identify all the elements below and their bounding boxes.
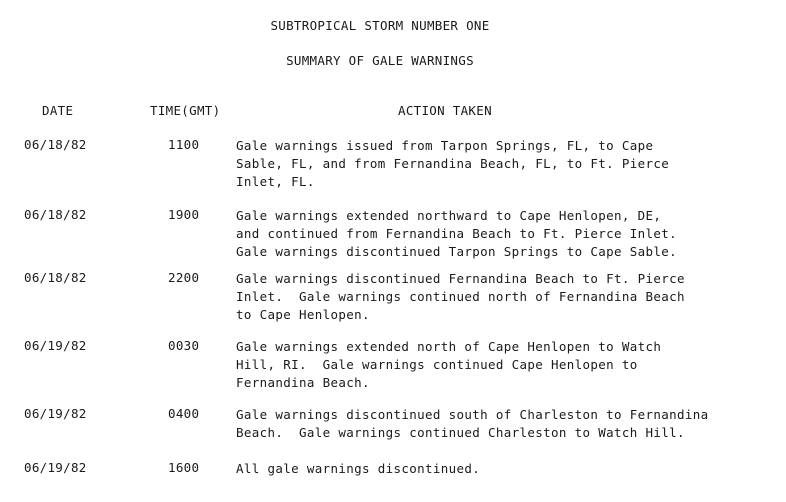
action-line: Gale warnings issued from Tarpon Springs, FL, to Cape (236, 138, 654, 153)
row-action (236, 137, 776, 191)
document-subtitle: SUMMARY OF GALE WARNINGS (286, 53, 474, 68)
row-date: 06/18/82 (24, 137, 87, 152)
row-action (236, 207, 776, 261)
row-time: 2200 (168, 270, 200, 285)
column-header-date: DATE (42, 103, 74, 118)
row-time: 1100 (168, 137, 200, 152)
row-time: 1600 (168, 460, 200, 475)
action-line: Inlet, FL. (236, 174, 315, 189)
row-time: 1900 (168, 207, 200, 222)
row-date: 06/18/82 (24, 207, 87, 222)
action-line: Hill, RI. Gale warnings continued Cape Henlopen to (236, 357, 638, 372)
action-line: Inlet. Gale warnings continued north of Fernandina Beach (236, 289, 685, 304)
action-line: to Cape Henlopen. (236, 307, 370, 322)
row-date: 06/18/82 (24, 270, 87, 285)
row-time: 0030 (168, 338, 200, 353)
row-action (236, 406, 776, 442)
action-line: Gale warnings discontinued Tarpon Springs to Cape Sable. (236, 244, 678, 259)
document-title: SUBTROPICAL STORM NUMBER ONE (270, 18, 490, 33)
row-date: 06/19/82 (24, 338, 87, 353)
action-line: Sable, FL, and from Fernandina Beach, FL, to Ft. Pierce (236, 156, 670, 171)
action-line: Beach. Gale warnings continued Charleston to Watch Hill. (236, 425, 685, 440)
action-line: Gale warnings extended north of Cape Henlopen to Watch (236, 339, 662, 354)
action-line: Gale warnings discontinued south of Charleston to Fernandina (236, 407, 709, 422)
row-date: 06/19/82 (24, 406, 87, 421)
row-date: 06/19/82 (24, 460, 87, 475)
action-line: All gale warnings discontinued. (236, 461, 481, 476)
action-line: Fernandina Beach. (236, 375, 370, 390)
column-header-time: TIME(GMT) (150, 103, 221, 118)
row-action (236, 270, 776, 324)
column-header-action: ACTION TAKEN (398, 103, 492, 118)
row-time: 0400 (168, 406, 200, 421)
row-action (236, 460, 776, 478)
row-action (236, 338, 776, 392)
action-line: Gale warnings extended northward to Cape Henlopen, DE, (236, 208, 662, 223)
action-line: Gale warnings discontinued Fernandina Beach to Ft. Pierce (236, 271, 685, 286)
action-line: and continued from Fernandina Beach to Ft. Pierce Inlet. (236, 226, 678, 241)
